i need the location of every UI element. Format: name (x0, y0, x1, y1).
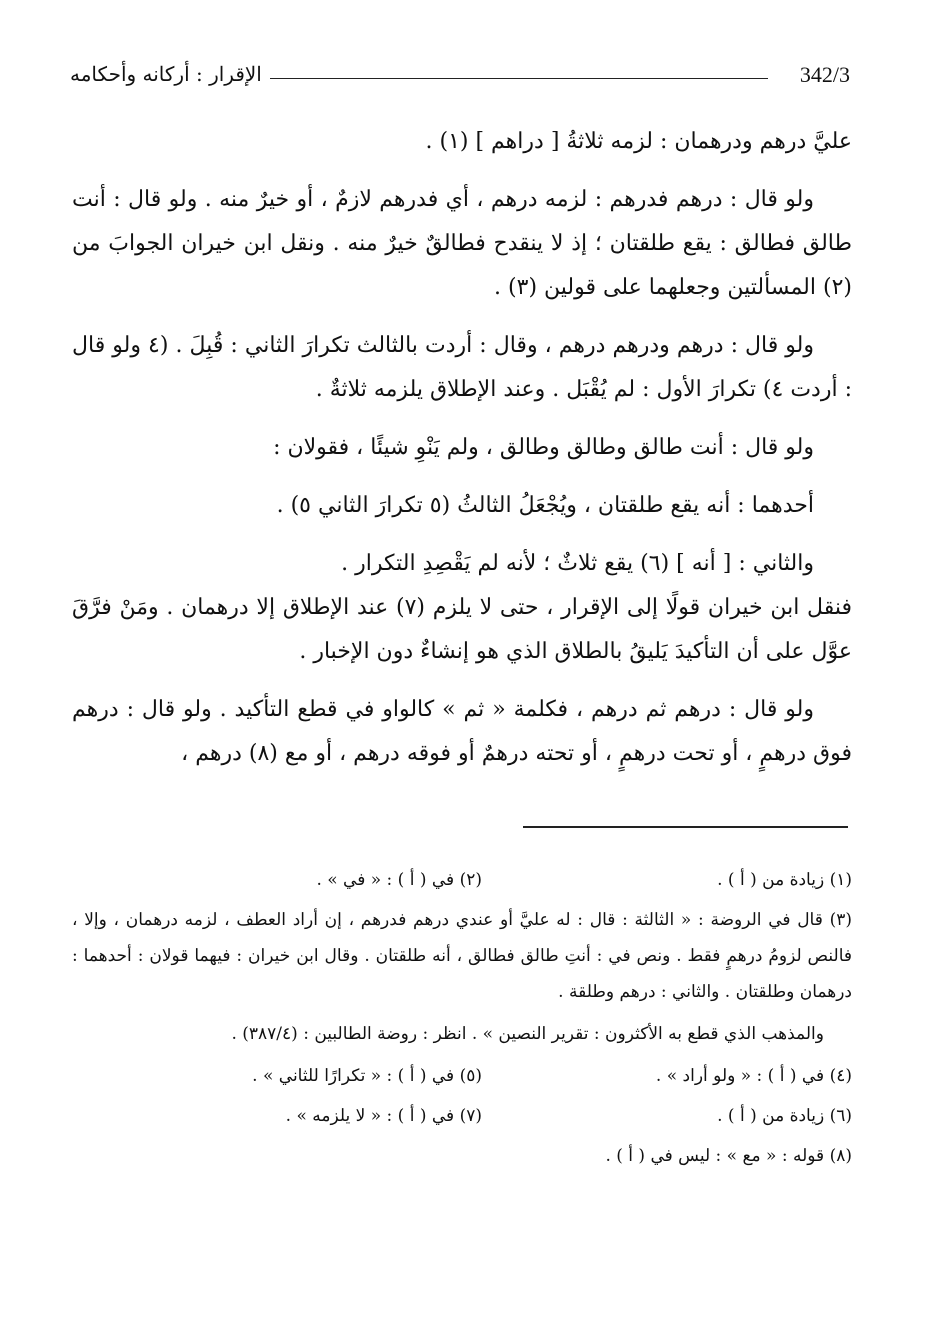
footnote-row (72, 862, 852, 898)
page-header (70, 62, 850, 98)
footnote: (٥) في ( أ ) : « تكرارًا للثاني » . (252, 1066, 482, 1086)
footnote: والمذهب الذي قطع به الأكثرون : تقرير النصين » . انظر : روضة الطالبين : (٣٨٧/٤) . (231, 1024, 824, 1044)
paragraph: أحدهما : أنه يقع طلقتان ، ويُجْعَلُ الثالثُ (٥ تكرارَ الثاني ٥) . (276, 493, 814, 518)
footnote-row (72, 1098, 852, 1134)
paragraph: والثاني : [ أنه ] (٦) يقع ثلاثٌ ؛ لأنه لم يَقْصِدِ التكرار . (341, 551, 814, 576)
paragraph: عليَّ درهم ودرهمان : لزمه ثلاثةُ [ دراهم ] (١) . (425, 129, 852, 154)
paragraph: ولو قال : أنت طالق وطالق وطالق ، ولم يَنْوِ شيئًا ، فقولان : (273, 435, 814, 460)
footnote: (٣) قال في الروضة : « الثالثة : قال : له عليَّ أو عندي درهم فدرهم ، إن أراد العطف ، لزمه درهمان ، وإلا ، فالنص لزومُ درهمٍ فقط . ونص في : أنتِ طالق فطالق ، أنه طلقتان . وقال ابن خيران : فيهما قولان : أحدهما : درهمان وطلقتان . والثاني : درهم وطلقة . (72, 910, 852, 1002)
footnote: (٤) في ( أ ) : « ولو أراد » . (655, 1066, 852, 1086)
footnote: (٦) زيادة من ( أ ) . (717, 1106, 852, 1126)
footnote: (٧) في ( أ ) : « لا يلزمه » . (285, 1106, 482, 1126)
header-rule (270, 78, 768, 79)
footnote: (٢) في ( أ ) : « في » . (316, 870, 482, 890)
footnotes (72, 862, 852, 1178)
footnote: (٨) قوله : « مع » : ليس في ( أ ) . (605, 1146, 852, 1166)
main-text (72, 120, 852, 790)
footnote-row (72, 1058, 852, 1094)
paragraph: ولو قال : درهم ودرهم درهم ، وقال : أردت بالثالث تكرارَ الثاني : قُبِلَ . (٤ ولو قال : أردت ٤) تكرارَ الأول : لم يُقْبَل . وعند الإطلاق يلزمه ثلاثةٌ . (72, 333, 852, 402)
paragraph: ولو قال : درهم فدرهم : لزمه درهم ، أي فدرهم لازمٌ ، أو خيرٌ منه . ولو قال : أنت طالق فطالق : يقع طلقتان ؛ إذ لا ينقدح فطالقٌ خيرٌ منه . ونقل ابن خيران الجوابَ من (٢) المسألتين وجعلهما على قولين (٣) . (72, 187, 852, 300)
footnote-row (72, 1138, 852, 1174)
footnote-separator (523, 826, 848, 828)
footnote: (١) زيادة من ( أ ) . (717, 870, 852, 890)
paragraph: ولو قال : درهم ثم درهم ، فكلمة « ثم » كالواو في قطع التأكيد . ولو قال : درهم فوق درهمٍ ، أو تحت درهمٍ ، أو تحته درهمٌ أو فوقه درهم ، أو مع (٨) درهم ، (72, 697, 852, 766)
page-number: 342/3 (799, 62, 850, 87)
running-title: الإقرار : أركانه وأحكامه (70, 62, 262, 86)
paragraph: فنقل ابن خيران قولًا إلى الإقرار ، حتى لا يلزم (٧) عند الإطلاق إلا درهمان . ومَنْ فرَّقَ عوَّل على أن التأكيدَ يَليقُ بالطلاق الذي هو إنشاءٌ دون الإخبار . (72, 595, 852, 664)
